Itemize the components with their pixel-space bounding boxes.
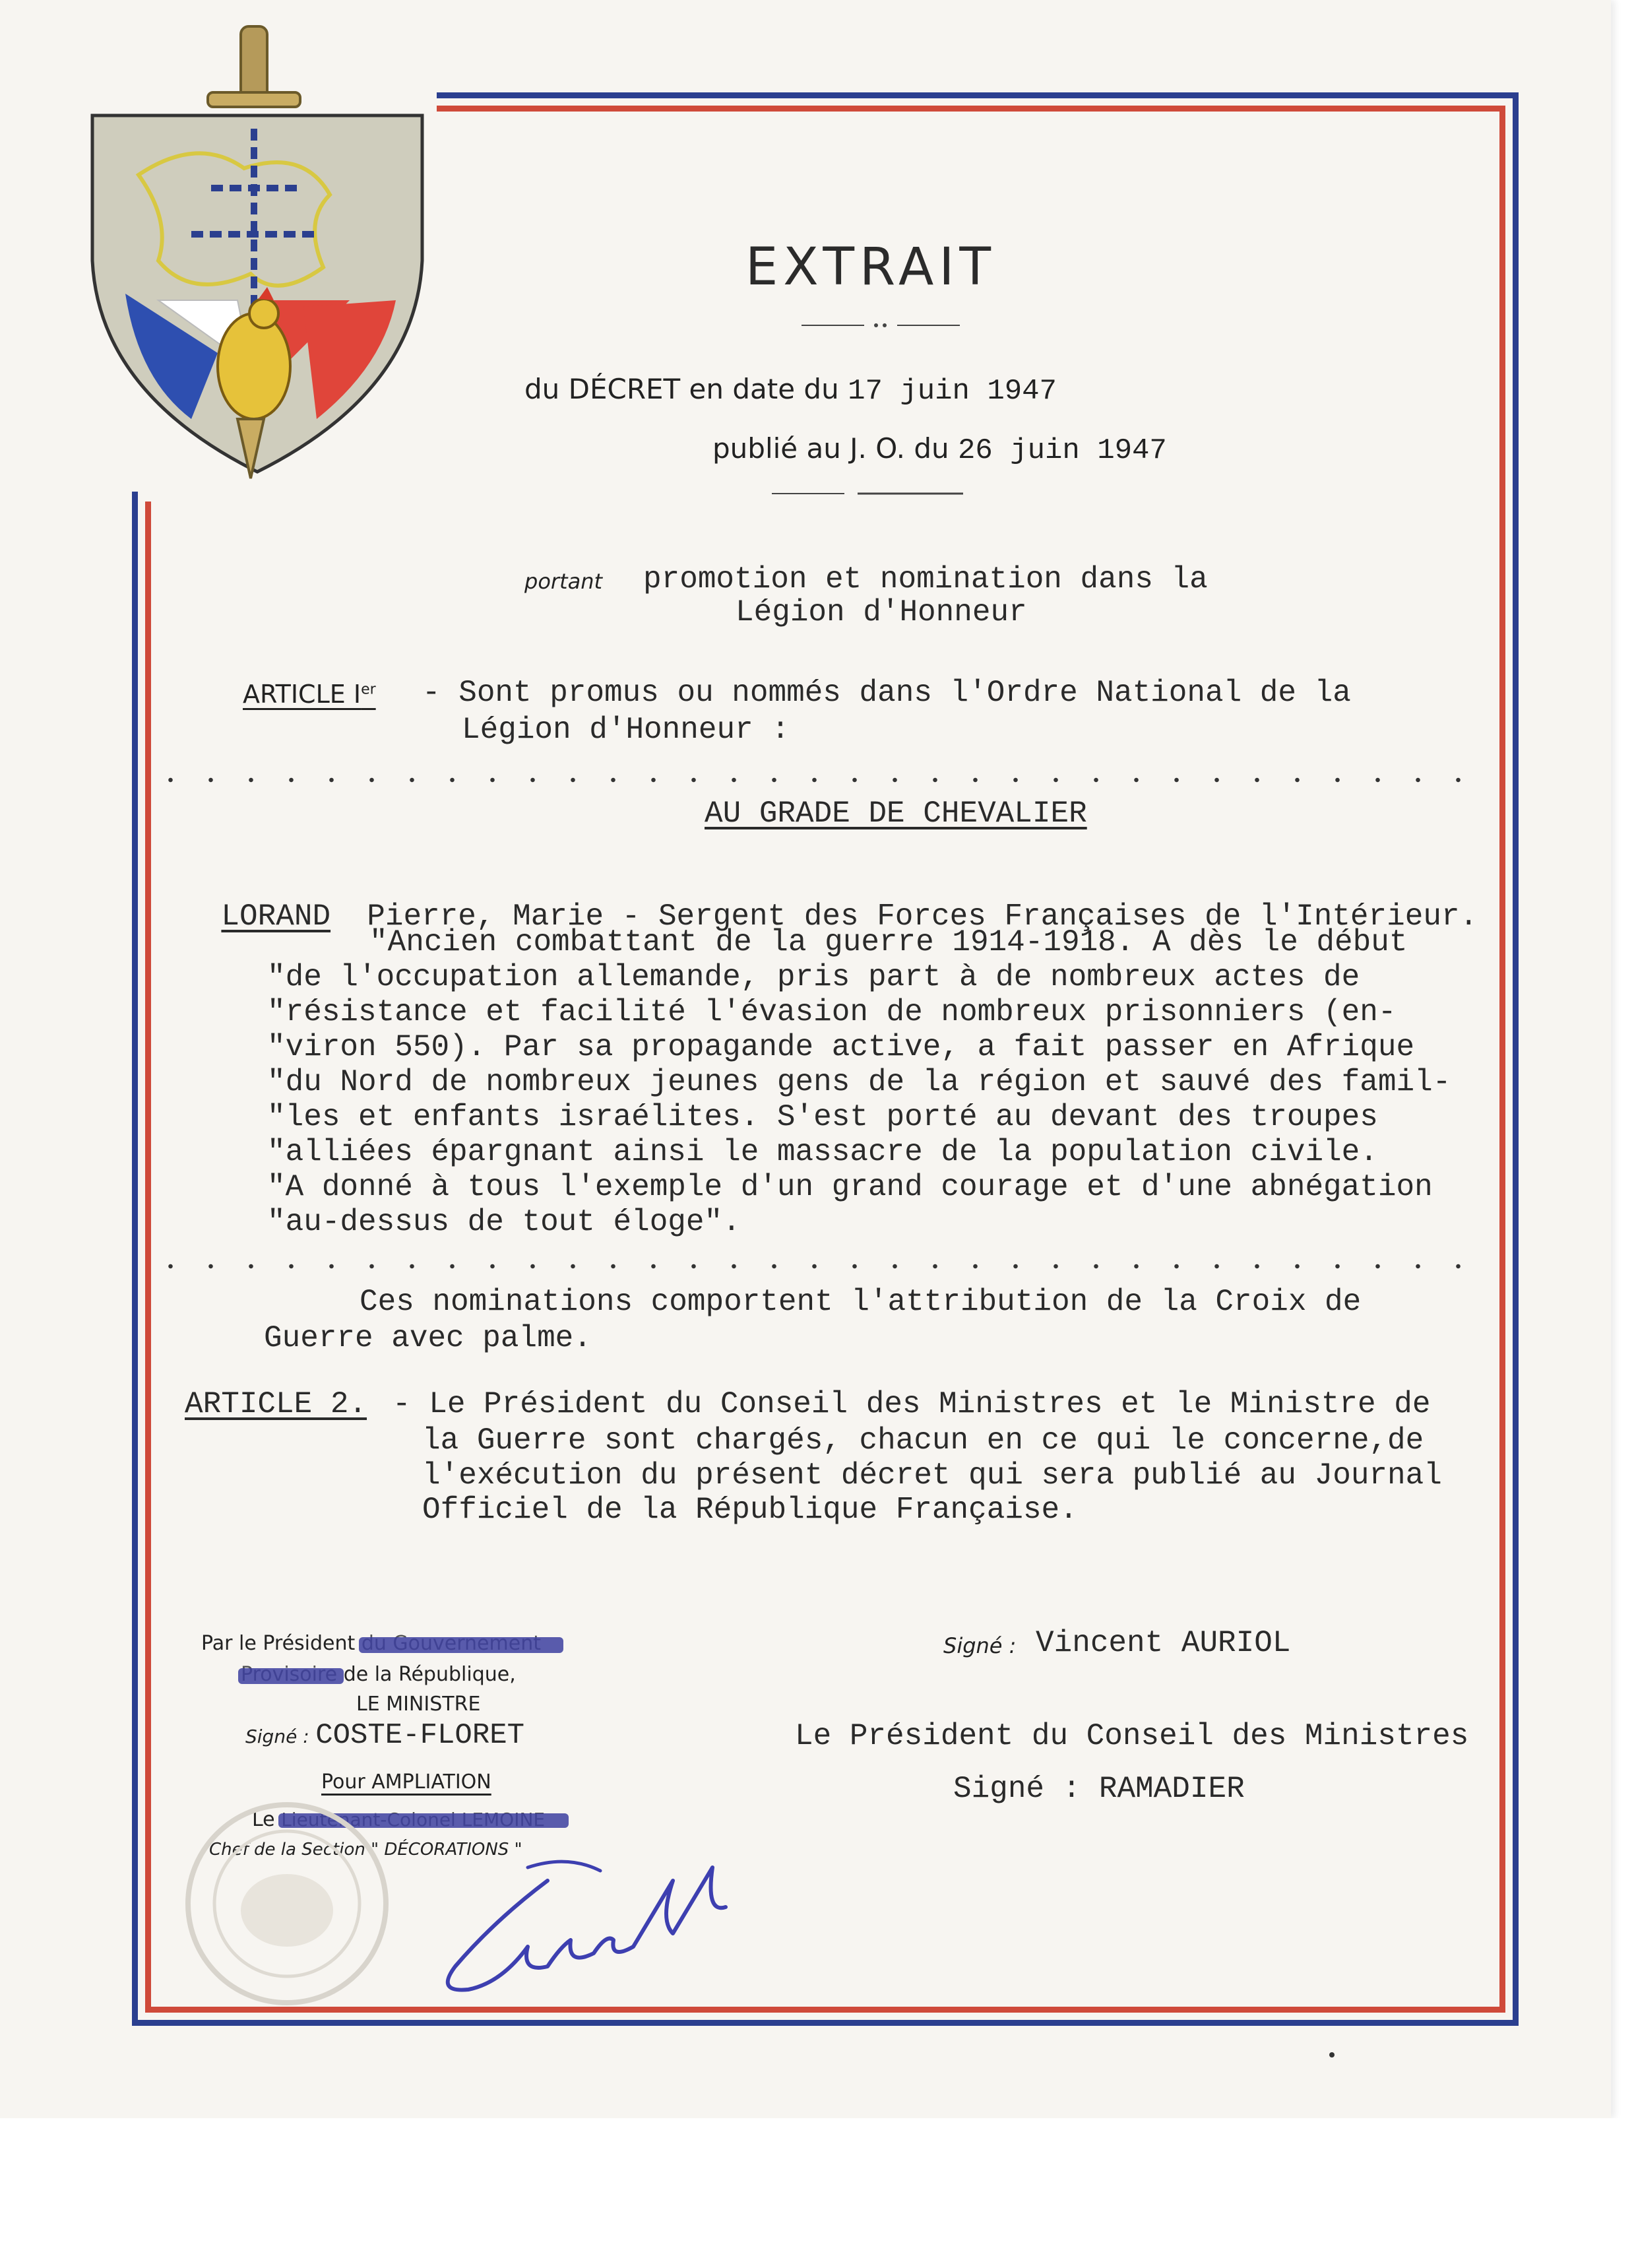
citation-line: "A donné à tous l'exemple d'un grand courage et d'une abnégation xyxy=(267,1170,1433,1204)
frame-right-blue xyxy=(1513,92,1519,2026)
sig-left-le: Le xyxy=(252,1808,275,1831)
frame-left-blue xyxy=(132,492,138,2026)
published-prefix: publié au J. O. du xyxy=(712,432,949,465)
citation-line: "viron 550). Par sa propagande active, a fait passer en Afrique xyxy=(267,1030,1415,1064)
citation-line: "du Nord de nombreux jeunes gens de la région et sauvé des famil- xyxy=(267,1065,1451,1099)
dotted-separator-2 xyxy=(150,1264,1490,1269)
sig-left-coste-floret: COSTE-FLORET xyxy=(315,1719,525,1752)
struck-text-2 xyxy=(241,1663,337,1686)
sig-right-council: Le Président du Conseil des Ministres xyxy=(795,1719,1469,1753)
decree-prefix: du DÉCRET en date du xyxy=(524,373,839,405)
sig-right-ramadier: Signé : RAMADIER xyxy=(953,1772,1245,1806)
article2-line: l'exécution du présent décret qui sera publié au Journal xyxy=(422,1458,1442,1493)
article2-label: ARTICLE 2. xyxy=(185,1387,367,1421)
decree-date-line xyxy=(524,373,1057,408)
croix-line-2: Guerre avec palme. xyxy=(264,1321,592,1355)
ink-dot xyxy=(1329,2052,1335,2057)
sig-right-auriol: Vincent AURIOL xyxy=(1036,1626,1291,1660)
citation-line: "de l'occupation allemande, pris part à de nombreux actes de xyxy=(267,960,1360,994)
subject-line-1: promotion et nomination dans la xyxy=(643,562,1208,597)
grade-heading: AU GRADE DE CHEVALIER xyxy=(705,796,1087,831)
published-date: 26 juin 1947 xyxy=(957,434,1167,467)
frame-top-blue xyxy=(437,92,1519,98)
sig-left-chef-section: Chef de la Section " DÉCORATIONS " xyxy=(209,1840,522,1860)
citation-line: "au-dessus de tout éloge". xyxy=(267,1205,741,1239)
sig-left-line2 xyxy=(241,1663,516,1686)
croix-line-1: Ces nominations comportent l'attribution de la Croix de xyxy=(360,1285,1362,1319)
frame-right-red xyxy=(1499,106,1505,2013)
nominee-surname: LORAND xyxy=(221,899,331,934)
article1-text-line1: - Sont promus ou nommés dans l'Ordre National de la xyxy=(422,676,1351,710)
sig-right-signe-label: Signé : xyxy=(943,1633,1017,1658)
nominee-rest: Pierre, Marie - Sergent des Forces Françaises de l'Intérieur. xyxy=(367,899,1478,934)
sig-left-prefix: Par le Président xyxy=(201,1632,356,1655)
article1-label-main: ARTICLE I xyxy=(243,680,362,709)
article1-label-sup: er xyxy=(361,681,376,698)
frame-bottom-blue xyxy=(132,2020,1519,2026)
sig-left-line1 xyxy=(201,1632,541,1655)
published-line xyxy=(712,432,1167,467)
dotted-separator-1 xyxy=(150,777,1490,783)
article2-line: Officiel de la République Française. xyxy=(422,1493,1078,1527)
handwritten-signature xyxy=(396,1841,765,2013)
sig-left-republique: de la République, xyxy=(343,1663,516,1686)
document-title: EXTRAIT xyxy=(745,238,997,297)
sig-left-ampliation: Pour AMPLIATION xyxy=(321,1770,491,1794)
citation-line: "Ancien combattant de la guerre 1914-1918. A dès le début xyxy=(369,925,1408,959)
portant-label: portant xyxy=(524,569,603,594)
article2-line: - Le Président du Conseil des Ministres et le Ministre de xyxy=(393,1387,1431,1421)
frame-left-red xyxy=(145,502,151,2013)
article1-label xyxy=(243,680,376,709)
sig-left-ministre: LE MINISTRE xyxy=(356,1693,481,1716)
frame-top-red xyxy=(437,106,1505,112)
article1-text-line2: Légion d'Honneur : xyxy=(462,713,790,747)
citation-line: "les et enfants israélites. S'est porté au devant des troupes xyxy=(267,1100,1378,1134)
sig-left-signe-line xyxy=(245,1719,524,1752)
subject-line-2: Légion d'Honneur xyxy=(736,595,1027,630)
published-ornament xyxy=(772,490,963,498)
stamp-seal xyxy=(162,1795,412,2013)
struck-text-1 xyxy=(362,1632,541,1655)
decree-date: 17 juin 1947 xyxy=(848,375,1057,408)
coat-of-arms-icon xyxy=(86,23,429,485)
article2-line: la Guerre sont chargés, chacun en ce qui le concerne,de xyxy=(422,1423,1424,1458)
sig-left-signe: Signé : xyxy=(245,1726,309,1747)
title-ornament xyxy=(802,320,960,331)
citation-line: "alliées épargnant ainsi le massacre de la population civile. xyxy=(267,1135,1378,1169)
citation-line: "résistance et facilité l'évasion de nombreux prisonniers (en- xyxy=(267,995,1397,1029)
scan-background xyxy=(0,2118,1636,2268)
